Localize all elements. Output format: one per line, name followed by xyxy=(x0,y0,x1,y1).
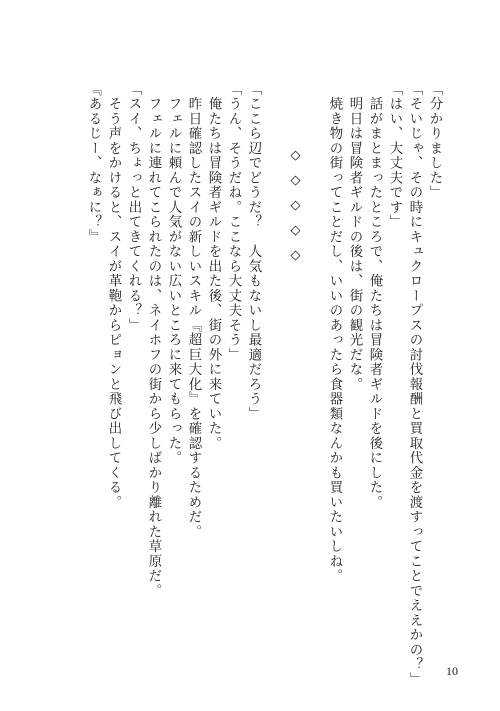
text-line: 「ここら辺でどうだ？ 人気もないし最適だろう」 xyxy=(246,82,261,422)
scene-separator: ◇◇◇◇◇ xyxy=(288,148,303,273)
text-line: 「うん、そうだね。ここなら大丈夫そう」 xyxy=(226,82,241,363)
text-line: 昨日確認したスイの新しいスキル『超巨大化』を確認するためだ。 xyxy=(186,82,201,540)
text-line: 話がまとまったところで、俺たちは冒険者ギルドを後にした。 xyxy=(367,82,382,510)
text-line: 明日は冒険者ギルドの後は、街の観光だな。 xyxy=(347,82,362,392)
text-line: 俺たちは冒険者ギルドを出た後、街の外に来ていた。 xyxy=(206,82,221,451)
text-line: 焼き物の街ってことだし、いいのあったら食器類なんかも買いたいしね。 xyxy=(327,82,342,584)
text-line: 「そいじゃ、その時にキュクロープスの討伐報酬と買取代金を渡すってことでええかの？」 xyxy=(407,82,422,687)
text-line: フェルに連れてこられたのは、ネイホフの街から少しばかり離れた草原だ。 xyxy=(146,82,161,599)
text-line: フェルに頼んで人気がない広いところに来てもらった。 xyxy=(166,82,181,466)
text-line: 「スイ、ちょっと出てきてくれる？」 xyxy=(126,82,141,333)
text-line: 『あるじー、なぁに？』 xyxy=(86,82,101,245)
text-line: 「はい、大丈夫です」 xyxy=(387,82,402,230)
text-line: 「分かりました」 xyxy=(427,82,442,200)
text-line: そう声をかけると、スイが革鞄からピョンと飛び出してくる。 xyxy=(106,82,121,510)
page-number: 10 xyxy=(446,664,458,678)
